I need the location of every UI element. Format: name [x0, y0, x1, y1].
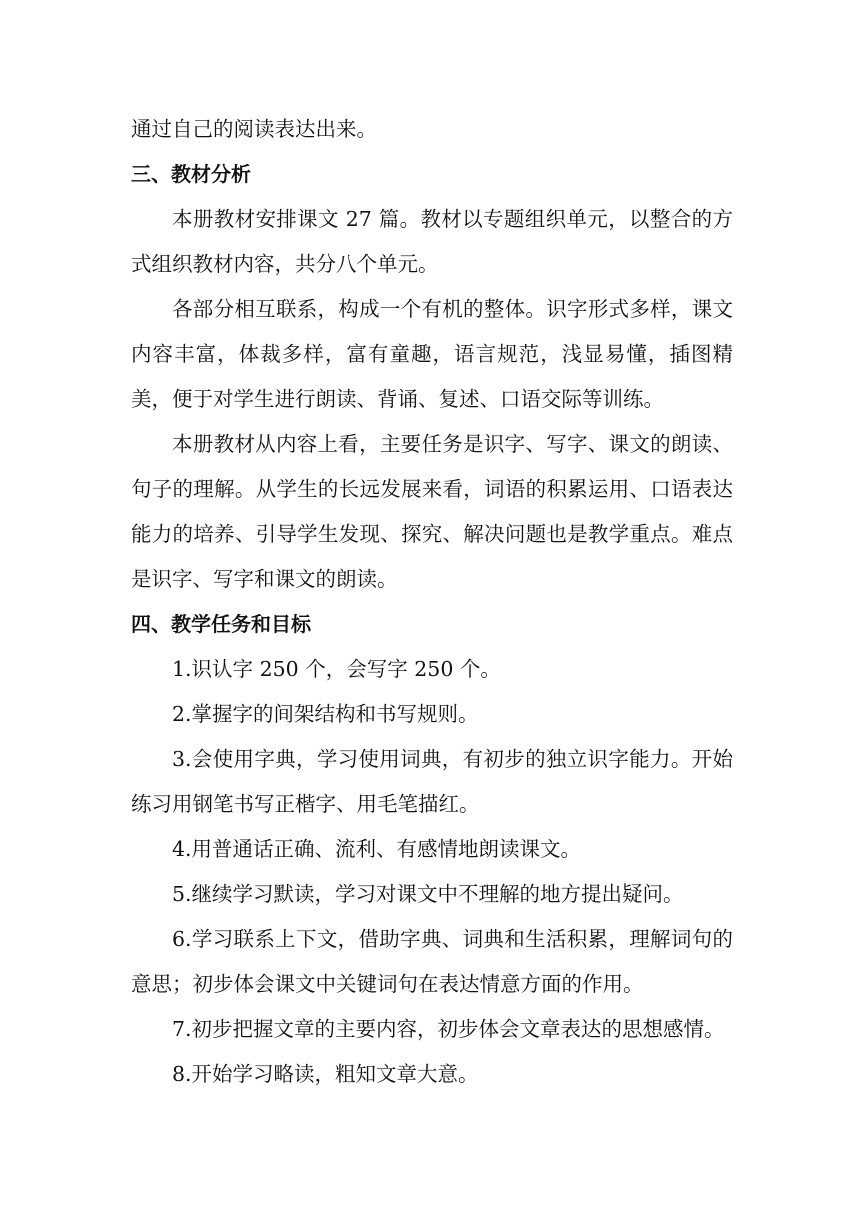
goal-item: 2.掌握字的间架结构和书写规则。	[172, 702, 479, 726]
section-3-heading: 三、教材分析	[131, 162, 251, 186]
goal-item: 5.继续学习默读，学习对课文中不理解的地方提出疑问。	[172, 882, 684, 906]
intro-tail-paragraph: 通过自己的阅读表达出来。	[131, 117, 377, 141]
section-4-heading: 四、教学任务和目标	[131, 612, 311, 636]
goal-item: 3.会使用字典，学习使用词典，有初步的独立识字能力。开始练习用钢笔书写正楷字、用毛笔描红。	[131, 747, 733, 816]
goal-item: 8.开始学习略读，粗知文章大意。	[172, 1062, 479, 1086]
goal-item: 4.用普通话正确、流利、有感情地朗读课文。	[172, 837, 582, 861]
goal-item: 7.初步把握文章的主要内容，初步体会文章表达的思想感情。	[172, 1017, 725, 1041]
document-page	[131, 107, 733, 1097]
section-3-paragraph: 本册教材安排课文 27 篇。教材以专题组织单元，以整合的方式组织教材内容，共分八个单元。	[131, 207, 733, 276]
section-3-paragraph: 各部分相互联系，构成一个有机的整体。识字形式多样，课文内容丰富，体裁多样，富有童趣，语言规范，浅显易懂，插图精美，便于对学生进行朗读、背诵、复述、口语交际等训练。	[131, 297, 733, 411]
section-3-paragraph: 本册教材从内容上看，主要任务是识字、写字、课文的朗读、句子的理解。从学生的长远发展来看，词语的积累运用、口语表达能力的培养、引导学生发现、探究、解决问题也是教学重点。难点是识字、写字和课文的朗读。	[131, 432, 733, 591]
goal-item: 1.识认字 250 个，会写字 250 个。	[172, 657, 501, 681]
goal-item: 6.学习联系上下文，借助字典、词典和生活积累，理解词句的意思；初步体会课文中关键词句在表达情意方面的作用。	[131, 927, 733, 996]
